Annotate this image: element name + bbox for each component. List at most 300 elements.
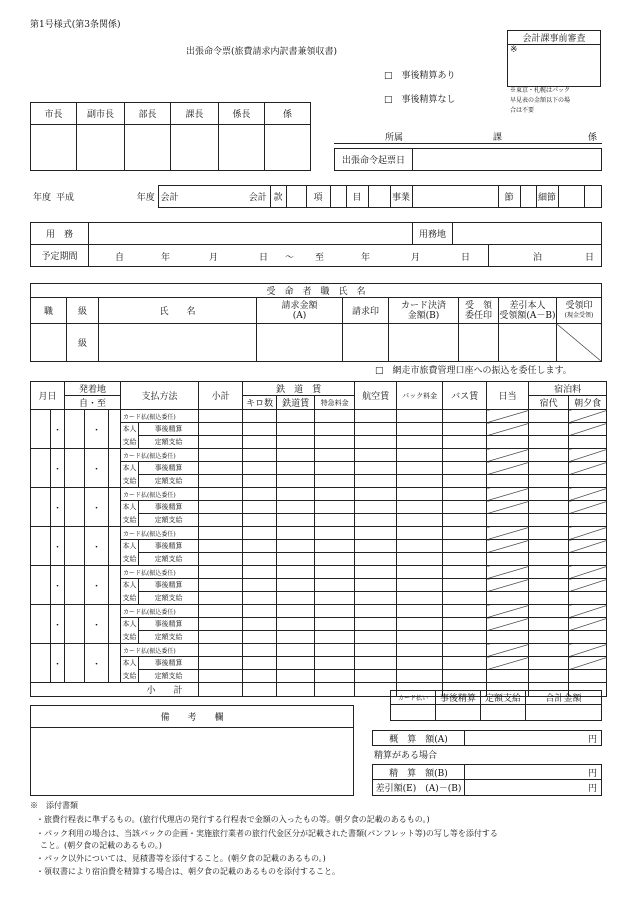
km-cell[interactable] <box>243 514 277 527</box>
budget-year2: 年度 <box>136 193 155 203</box>
date-month-cell[interactable] <box>31 566 51 605</box>
delegate-field[interactable] <box>459 324 499 362</box>
depart-field[interactable] <box>65 410 85 449</box>
pack-cell[interactable] <box>397 436 443 449</box>
breakfast-cell[interactable] <box>569 475 607 488</box>
lodge-cell[interactable] <box>529 410 569 423</box>
sum-card-field[interactable] <box>391 705 436 721</box>
km-cell[interactable] <box>243 592 277 605</box>
pack-cell[interactable] <box>397 605 443 618</box>
subtotal-cell[interactable] <box>199 449 243 462</box>
daily-cell <box>487 501 529 514</box>
fare-cell[interactable] <box>277 592 315 605</box>
bus-cell[interactable] <box>443 527 487 540</box>
fare-cell[interactable] <box>277 631 315 644</box>
bus-cell[interactable] <box>443 436 487 449</box>
subtotal-cell[interactable] <box>199 553 243 566</box>
express-cell[interactable] <box>315 449 355 462</box>
arrive-field[interactable] <box>109 566 121 605</box>
budget-kou-field[interactable] <box>330 186 346 208</box>
bus-cell[interactable] <box>443 540 487 553</box>
air-cell[interactable] <box>355 579 397 592</box>
budget-year-field[interactable] <box>76 186 134 208</box>
pay-honnin-text: 本人 <box>122 542 137 550</box>
subtotal-cell[interactable] <box>199 605 243 618</box>
lodge-cell[interactable] <box>529 657 569 670</box>
daily-cell[interactable] <box>487 553 529 566</box>
pack-cell[interactable] <box>397 423 443 436</box>
pack-cell[interactable] <box>397 475 443 488</box>
fare-cell[interactable] <box>277 605 315 618</box>
subtotal-cell[interactable] <box>199 423 243 436</box>
express-cell[interactable] <box>315 553 355 566</box>
fare-cell[interactable] <box>277 436 315 449</box>
name-field[interactable] <box>99 324 257 362</box>
air-cell[interactable] <box>355 618 397 631</box>
bus-cell[interactable] <box>443 670 487 683</box>
stamp-cell[interactable] <box>265 125 311 171</box>
fare-cell[interactable] <box>277 514 315 527</box>
pay-shikyu-label: 支給 <box>122 555 137 563</box>
budget-saimoku: 細節 <box>536 186 558 208</box>
lodge-cell[interactable] <box>529 644 569 657</box>
km-cell[interactable] <box>243 488 277 501</box>
place-field[interactable] <box>453 223 602 245</box>
approval-vice-mayor: 副市長 <box>77 103 125 125</box>
fare-cell[interactable] <box>277 670 315 683</box>
bus-cell[interactable] <box>443 462 487 475</box>
budget-table <box>30 185 602 208</box>
place-label: 用務地 <box>413 223 453 245</box>
lodge-cell[interactable] <box>529 540 569 553</box>
fare-cell[interactable] <box>277 488 315 501</box>
payment-summary-table <box>390 690 602 721</box>
arrive-field[interactable] <box>109 527 121 566</box>
km-cell[interactable] <box>243 605 277 618</box>
fare-cell[interactable] <box>277 657 315 670</box>
lodge-cell[interactable] <box>529 488 569 501</box>
daily-cell[interactable] <box>487 670 529 683</box>
depart-field[interactable] <box>65 527 85 566</box>
pack-cell[interactable] <box>397 657 443 670</box>
checkbox-no-after-settlement[interactable]: □ 事後精算なし <box>384 95 456 105</box>
claim-seal-field[interactable] <box>343 324 389 362</box>
arrive-field[interactable] <box>109 488 121 527</box>
lodge-cell[interactable] <box>529 566 569 579</box>
pay-honnin-text: 本人 <box>122 464 137 472</box>
pay-shikyu-label: 支給 <box>122 477 137 485</box>
km-cell[interactable] <box>243 527 277 540</box>
pay-card-label: カード払(振込委任) <box>121 410 199 423</box>
pack-cell[interactable] <box>397 462 443 475</box>
express-cell[interactable] <box>315 657 355 670</box>
km-cell[interactable] <box>243 566 277 579</box>
shoku-field[interactable] <box>31 324 67 362</box>
air-cell[interactable] <box>355 553 397 566</box>
pay-honnin-label <box>121 462 139 488</box>
subtotal-cell[interactable] <box>199 631 243 644</box>
sum-total-field[interactable] <box>526 705 602 721</box>
pay-fixed-label: 定額支給 <box>139 514 199 527</box>
km-cell[interactable] <box>243 579 277 592</box>
air-cell[interactable] <box>355 566 397 579</box>
fare-sum[interactable] <box>277 683 315 697</box>
subtotal-cell[interactable] <box>199 527 243 540</box>
net-field[interactable] <box>499 324 557 362</box>
pack-cell[interactable] <box>397 618 443 631</box>
express-cell[interactable] <box>315 670 355 683</box>
bus-cell[interactable] <box>443 605 487 618</box>
period-field[interactable]: 自 年 月 日 ～ 至 年 月 日 <box>89 245 489 267</box>
pay-fixed-label: 定額支給 <box>139 475 199 488</box>
bus-cell[interactable] <box>443 553 487 566</box>
express-cell[interactable] <box>315 488 355 501</box>
km-cell[interactable] <box>243 423 277 436</box>
express-cell[interactable] <box>315 501 355 514</box>
issue-date-field[interactable] <box>413 149 602 171</box>
air-cell[interactable] <box>355 423 397 436</box>
lodge-cell[interactable] <box>529 670 569 683</box>
pay-after-label: 事後精算 <box>139 618 199 631</box>
budget-kaikei-field[interactable]: 会計 <box>158 186 246 208</box>
pay-fixed-label: 定額支給 <box>139 670 199 683</box>
km-cell[interactable] <box>243 410 277 423</box>
pack-cell[interactable] <box>397 449 443 462</box>
fare-cell[interactable] <box>277 540 315 553</box>
breakfast-cell[interactable] <box>569 592 607 605</box>
subtotal-sum-cell[interactable] <box>199 683 243 697</box>
budget-kou: 項 <box>306 186 330 208</box>
pay-after-label: 事後精算 <box>139 540 199 553</box>
express-cell[interactable] <box>315 410 355 423</box>
fare-cell[interactable] <box>277 501 315 514</box>
bus-cell[interactable] <box>443 657 487 670</box>
air-cell[interactable] <box>355 475 397 488</box>
depart-field[interactable] <box>65 644 85 683</box>
fare-cell[interactable] <box>277 449 315 462</box>
card-field[interactable] <box>389 324 459 362</box>
date-month-cell[interactable] <box>31 527 51 566</box>
budget-saimoku-field[interactable] <box>558 186 584 208</box>
depart-field[interactable] <box>65 566 85 605</box>
depart-field[interactable] <box>65 449 85 488</box>
stamp-cell[interactable] <box>219 125 265 171</box>
seisan-table <box>372 764 602 796</box>
pay-after-label: 事後精算 <box>139 501 199 514</box>
recipient-table <box>30 283 602 362</box>
km-cell[interactable] <box>243 540 277 553</box>
audit-label: 会計課事前審査 <box>508 31 601 45</box>
depart-field[interactable] <box>65 605 85 644</box>
gaisan-field[interactable]: 円 <box>465 731 602 746</box>
km-cell[interactable] <box>243 449 277 462</box>
express-cell[interactable] <box>315 436 355 449</box>
subtotal-cell[interactable] <box>199 579 243 592</box>
km-cell[interactable] <box>243 631 277 644</box>
seisan-field[interactable]: 円 <box>465 765 602 780</box>
pack-cell[interactable] <box>397 553 443 566</box>
km-cell[interactable] <box>243 501 277 514</box>
air-cell[interactable] <box>355 540 397 553</box>
subtotal-cell[interactable] <box>199 670 243 683</box>
depart-field[interactable] <box>65 488 85 527</box>
arrive-field[interactable] <box>109 410 121 449</box>
budget-moku-field[interactable] <box>368 186 390 208</box>
stamp-cell[interactable] <box>31 125 77 171</box>
pay-shikyu-label: 支給 <box>122 516 137 524</box>
bus-cell[interactable] <box>443 618 487 631</box>
bus-cell[interactable] <box>443 475 487 488</box>
km-sum[interactable] <box>243 683 277 697</box>
bus-cell[interactable] <box>443 592 487 605</box>
express-cell[interactable] <box>315 475 355 488</box>
place-dot: ・ <box>85 449 109 488</box>
km-cell[interactable] <box>243 618 277 631</box>
date-dot: ・ <box>51 566 65 605</box>
pay-card-label: カード払(振込委任) <box>121 527 199 540</box>
breakfast-cell <box>569 423 607 436</box>
express-cell[interactable] <box>315 527 355 540</box>
air-cell[interactable] <box>355 657 397 670</box>
fare-cell[interactable] <box>277 618 315 631</box>
km-cell[interactable] <box>243 475 277 488</box>
air-cell[interactable] <box>355 410 397 423</box>
date-month-cell[interactable] <box>31 488 51 527</box>
subtotal-cell[interactable] <box>199 566 243 579</box>
fare-cell[interactable] <box>277 475 315 488</box>
pack-cell[interactable] <box>397 501 443 514</box>
pack-cell[interactable] <box>397 488 443 501</box>
lodge-cell[interactable] <box>529 436 569 449</box>
breakfast-cell[interactable] <box>569 553 607 566</box>
form-title: 出張命令票(旅費請求内訳書兼領収書) <box>186 47 338 57</box>
bus-cell[interactable] <box>443 631 487 644</box>
km-cell[interactable] <box>243 462 277 475</box>
fare-cell[interactable] <box>277 423 315 436</box>
pay-after-label: 事後精算 <box>139 657 199 670</box>
daily-cell[interactable] <box>487 475 529 488</box>
breakfast-cell <box>569 410 607 423</box>
subtotal-cell[interactable] <box>199 644 243 657</box>
lodge-cell[interactable] <box>529 514 569 527</box>
subtotal-cell[interactable] <box>199 592 243 605</box>
stamp-cell[interactable] <box>171 125 219 171</box>
daily-cell[interactable] <box>487 514 529 527</box>
express-cell[interactable] <box>315 592 355 605</box>
express-cell[interactable] <box>315 514 355 527</box>
fare-cell[interactable] <box>277 527 315 540</box>
sum-fixed-field[interactable] <box>481 705 526 721</box>
bus-cell[interactable] <box>443 423 487 436</box>
pack-cell[interactable] <box>397 670 443 683</box>
budget-extra-field[interactable] <box>584 186 602 208</box>
lodge-cell[interactable] <box>529 618 569 631</box>
date-month-cell[interactable] <box>31 449 51 488</box>
subtotal-cell[interactable] <box>199 462 243 475</box>
air-cell[interactable] <box>355 462 397 475</box>
air-cell[interactable] <box>355 527 397 540</box>
claim-field[interactable] <box>257 324 343 362</box>
lodge-cell[interactable] <box>529 423 569 436</box>
km-cell[interactable] <box>243 644 277 657</box>
breakfast-cell <box>569 540 607 553</box>
sum-total: 合計金額 <box>526 691 602 705</box>
bus-cell[interactable] <box>443 514 487 527</box>
nights-field[interactable]: 泊 日 <box>489 245 602 267</box>
pack-cell[interactable] <box>397 644 443 657</box>
checkbox-after-settlement[interactable]: □ 事後精算あり <box>384 71 456 81</box>
breakfast-cell <box>569 527 607 540</box>
fare-cell[interactable] <box>277 566 315 579</box>
transfer-consent[interactable]: □ 網走市旅費管理口座への振込を委任します。 <box>375 366 572 376</box>
express-sum[interactable] <box>315 683 355 697</box>
fare-cell[interactable] <box>277 462 315 475</box>
subtotal-cell[interactable] <box>199 514 243 527</box>
budget-year-label: 年度 <box>32 193 51 203</box>
arrive-field[interactable] <box>109 644 121 683</box>
period-table <box>30 244 602 267</box>
express-cell[interactable] <box>315 423 355 436</box>
pack-cell[interactable] <box>397 579 443 592</box>
air-cell[interactable] <box>355 449 397 462</box>
budget-kan-field[interactable] <box>286 186 306 208</box>
express-cell[interactable] <box>315 618 355 631</box>
affiliation-kakari: 係 <box>588 133 598 143</box>
stamp-cell[interactable] <box>77 125 125 171</box>
pay-fixed-label: 定額支給 <box>139 436 199 449</box>
air-cell[interactable] <box>355 605 397 618</box>
daily-cell[interactable] <box>487 436 529 449</box>
air-cell[interactable] <box>355 631 397 644</box>
pack-cell[interactable] <box>397 410 443 423</box>
bus-cell[interactable] <box>443 501 487 514</box>
daily-cell[interactable] <box>487 592 529 605</box>
date-month-cell[interactable] <box>31 644 51 683</box>
air-cell[interactable] <box>355 436 397 449</box>
express-cell[interactable] <box>315 605 355 618</box>
bus-cell[interactable] <box>443 449 487 462</box>
subtotal-cell[interactable] <box>199 436 243 449</box>
air-cell[interactable] <box>355 592 397 605</box>
col-kyu: 級 <box>67 298 99 324</box>
daily-cell[interactable] <box>487 631 529 644</box>
date-month-cell[interactable] <box>31 605 51 644</box>
youmu-label: 用 務 <box>31 223 89 245</box>
km-cell[interactable] <box>243 436 277 449</box>
air-cell[interactable] <box>355 501 397 514</box>
breakfast-cell[interactable] <box>569 670 607 683</box>
express-cell[interactable] <box>315 579 355 592</box>
date-dot: ・ <box>51 488 65 527</box>
air-cell[interactable] <box>355 514 397 527</box>
lodge-cell[interactable] <box>529 475 569 488</box>
lodge-cell[interactable] <box>529 501 569 514</box>
budget-setsu-field[interactable] <box>520 186 536 208</box>
breakfast-cell[interactable] <box>569 631 607 644</box>
date-dot: ・ <box>51 605 65 644</box>
pack-cell[interactable] <box>397 566 443 579</box>
lodge-cell[interactable] <box>529 592 569 605</box>
subtotal-cell[interactable] <box>199 618 243 631</box>
fare-cell[interactable] <box>277 553 315 566</box>
express-cell[interactable] <box>315 462 355 475</box>
breakfast-cell[interactable] <box>569 436 607 449</box>
sabiki-field[interactable]: 円 <box>465 780 602 796</box>
subtotal-cell[interactable] <box>199 657 243 670</box>
subtotal-cell[interactable] <box>199 475 243 488</box>
pack-cell[interactable] <box>397 631 443 644</box>
km-cell[interactable] <box>243 657 277 670</box>
stamp-cell[interactable] <box>125 125 171 171</box>
subtotal-cell[interactable] <box>199 501 243 514</box>
pack-cell[interactable] <box>397 527 443 540</box>
lodge-cell[interactable] <box>529 527 569 540</box>
youmu-field[interactable] <box>89 223 413 245</box>
lodge-cell[interactable] <box>529 631 569 644</box>
kyu-field[interactable]: 級 <box>67 324 99 362</box>
express-cell[interactable] <box>315 644 355 657</box>
bus-cell[interactable] <box>443 410 487 423</box>
arrive-field[interactable] <box>109 449 121 488</box>
col-net: 差引本人 受領額(A－B) <box>499 298 557 324</box>
bus-cell[interactable] <box>443 566 487 579</box>
lodge-cell[interactable] <box>529 605 569 618</box>
bus-cell[interactable] <box>443 488 487 501</box>
air-cell[interactable] <box>355 644 397 657</box>
pack-cell[interactable] <box>397 514 443 527</box>
express-cell[interactable] <box>315 540 355 553</box>
breakfast-cell <box>569 566 607 579</box>
subtotal-cell[interactable] <box>199 540 243 553</box>
daily-cell <box>487 605 529 618</box>
km-cell[interactable] <box>243 670 277 683</box>
fare-cell[interactable] <box>277 410 315 423</box>
pack-cell[interactable] <box>397 540 443 553</box>
air-cell[interactable] <box>355 488 397 501</box>
h-fare: 鉄道賃 <box>277 396 315 410</box>
air-cell[interactable] <box>355 670 397 683</box>
pay-card-label: カード払(振込委任) <box>121 566 199 579</box>
budget-jigyo-field[interactable] <box>412 186 498 208</box>
km-cell[interactable] <box>243 553 277 566</box>
issue-date-table <box>334 148 602 171</box>
express-cell[interactable] <box>315 631 355 644</box>
date-month-cell[interactable] <box>31 410 51 449</box>
pack-cell[interactable] <box>397 592 443 605</box>
arrive-field[interactable] <box>109 605 121 644</box>
lodge-cell[interactable] <box>529 579 569 592</box>
lodge-cell[interactable] <box>529 553 569 566</box>
fare-cell[interactable] <box>277 579 315 592</box>
sum-fixed: 定額支給 <box>481 691 526 705</box>
lodge-cell[interactable] <box>529 462 569 475</box>
breakfast-cell[interactable] <box>569 514 607 527</box>
h-date: 月日 <box>31 382 65 410</box>
subtotal-cell[interactable] <box>199 488 243 501</box>
subtotal-cell[interactable] <box>199 410 243 423</box>
bus-cell[interactable] <box>443 579 487 592</box>
remarks-field[interactable] <box>31 728 354 796</box>
attach-title: ※ 添付書類 <box>30 801 78 810</box>
bus-cell[interactable] <box>443 644 487 657</box>
sum-after-field[interactable] <box>436 705 481 721</box>
fare-cell[interactable] <box>277 644 315 657</box>
date-dot: ・ <box>51 449 65 488</box>
express-cell[interactable] <box>315 566 355 579</box>
budget-kan: 款 <box>270 186 286 208</box>
lodge-cell[interactable] <box>529 449 569 462</box>
seisan-case-label: 精算がある場合 <box>374 751 438 761</box>
